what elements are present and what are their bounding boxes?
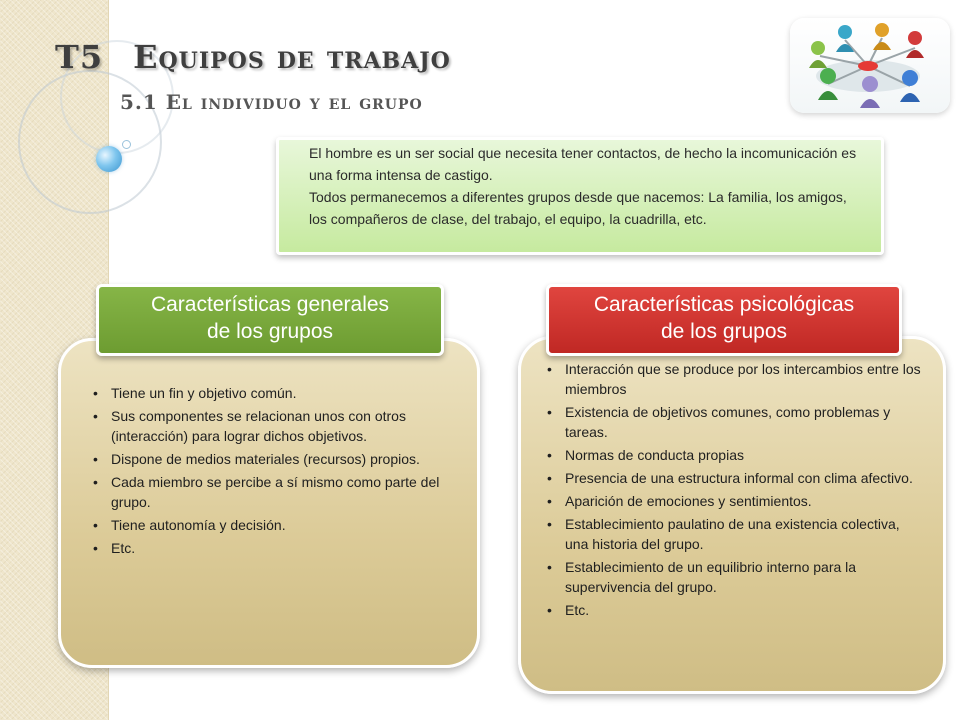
small-bubble-icon (122, 140, 131, 149)
general-characteristics-card (58, 338, 480, 668)
heading-line: de los grupos (206, 320, 334, 343)
list-item: • Tiene un fin y objetivo común. (87, 383, 449, 403)
psychological-characteristics-heading (546, 284, 902, 356)
bubble-icon (96, 146, 122, 172)
list-item: • Presencia de una estructura informal con clima afectivo. (541, 468, 921, 488)
intro-textbox (276, 137, 884, 255)
title-prefix: T5 (55, 38, 104, 76)
list-item: • Existencia de objetivos comunes, como problemas y tareas. (541, 402, 921, 442)
heading-line: Características generales (150, 293, 390, 316)
list-item: • Normas de conducta propias (541, 445, 921, 465)
team-network-icon (790, 18, 950, 113)
intro-paragraph: Todos permanecemos a diferentes grupos desde que nacemos: La familia, los amigos, los compañeros de clase, del trabajo, el equipo, la cuadrilla, etc. (309, 189, 847, 227)
list-item: • Cada miembro se percibe a sí mismo como parte del grupo. (87, 472, 449, 512)
list-item: • Aparición de emociones y sentimientos. (541, 491, 921, 511)
list-item: • Establecimiento paulatino de una existencia colectiva, una historia del grupo. (541, 514, 921, 554)
list-item: • Etc. (87, 538, 449, 558)
title-text: Equipos de trabajo (133, 38, 451, 76)
list-item: • Sus componentes se relacionan unos con otros (interacción) para lograr dichos objetivos. (87, 406, 449, 446)
list-item: • Dispone de medios materiales (recursos) propios. (87, 449, 449, 469)
heading-line: Características psicológicas (593, 293, 855, 316)
general-characteristics-heading (96, 284, 444, 356)
heading-line: de los grupos (660, 320, 788, 343)
slide-subtitle: 5.1 El individuo y el grupo (120, 90, 423, 114)
intro-paragraph: El hombre es un ser social que necesita tener contactos, de hecho la incomunicación es una forma intensa de castigo. (309, 145, 857, 183)
list-item: • Tiene autonomía y decisión. (87, 515, 449, 535)
general-characteristics-list (87, 383, 449, 561)
list-item: • Etc. (541, 600, 921, 620)
list-item: • Establecimiento de un equilibrio interno para la supervivencia del grupo. (541, 557, 921, 597)
psychological-characteristics-card (518, 336, 946, 694)
list-item: • Interacción que se produce por los intercambios entre los miembros (541, 359, 921, 399)
slide-title (55, 38, 451, 76)
psychological-characteristics-list (541, 359, 921, 623)
